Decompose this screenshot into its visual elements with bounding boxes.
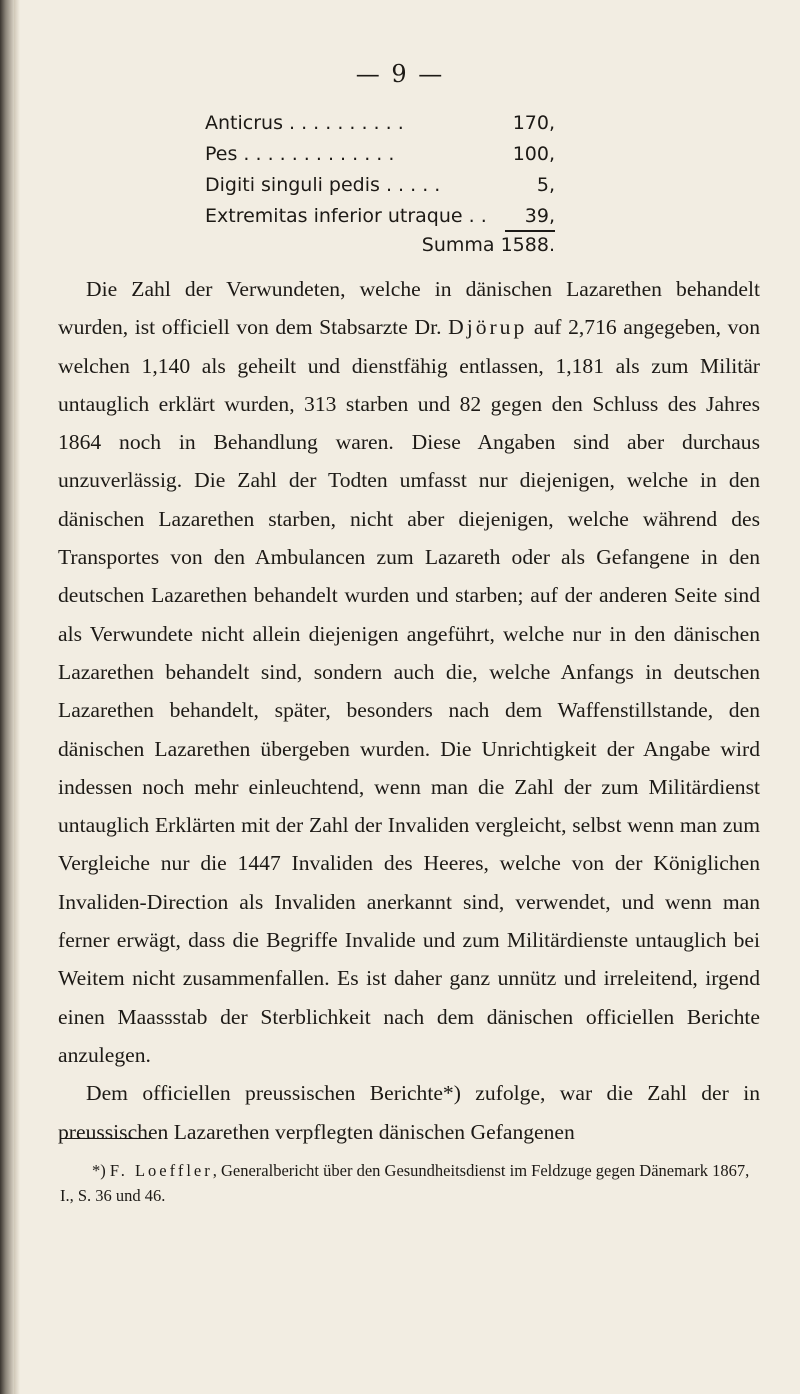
row-label: Extremitas inferior utraque . . xyxy=(205,205,487,227)
row-value: 39, xyxy=(505,201,555,232)
table-sum-row xyxy=(205,232,555,258)
paragraph-1 xyxy=(58,270,760,1074)
row-label: Pes . . . . . . . . . . . . . xyxy=(205,143,395,165)
page-gutter-shadow xyxy=(14,0,20,1394)
footnote-divider xyxy=(60,1138,150,1139)
paragraph-1-part-2: auf 2,716 angegeben, von welchen 1,140 als geheilt und dienstfähig entlassen, 1,181 als zum Militär untauglich erklärt wurden, 313 starben und 82 gegen den Schluss des Jahres 1864 noch in Behandlung waren. Diese Angaben sind aber durchaus unzuverlässig. Die Zahl der Todten umfasst nur diejenigen, welche in den dänischen Lazarethen starben, nicht aber diejenigen, welche während des Transportes von den Ambulancen zum Lazareth oder als Gefangene in den deutschen Lazarethen behandelt wurden und starben; auf der anderen Seite sind als Verwundete nicht allein diejenigen angeführt, welche nur in den dänischen Lazarethen behandelt sind, sondern auch die, welche Anfangs in deutschen Lazarethen behandelt, später, besonders nach dem Waffenstillstande, den dänischen Lazarethen übergeben wurden. Die Unrichtigkeit der Angabe wird indessen noch mehr einleuchtend, wenn man die Zahl der zum Militärdienst untauglich Erklärten mit der Zahl der Invaliden vergleicht, selbst wenn man zum Vergleiche nur die 1447 Invaliden des Heeres, welche von der Königlichen Invaliden-Direction als Invaliden anerkannt sind, verwendet, und wenn man ferner erwägt, dass die Begriffe Invalide und zum Militärdienste untauglich bei Weitem nicht zusammenfallen. Es ist daher ganz unnütz und irreleitend, irgend einen Maassstab der Sterblichkeit nach dem dänischen officiellen Berichte anzulegen. xyxy=(58,315,760,1067)
footnote-author: F. Loeffler xyxy=(109,1161,213,1180)
page-number: — 9 — xyxy=(355,60,445,88)
book-binding-edge xyxy=(0,0,14,1394)
footnote-marker: *) xyxy=(92,1161,110,1180)
sum-value: Summa 1588. xyxy=(421,234,555,256)
author-name-djorup: Djörup xyxy=(448,315,528,340)
row-label: Digiti singuli pedis . . . . . xyxy=(205,174,441,196)
footnote-body: , Generalbericht über den Gesundheitsdienst im Feldzuge gegen Dänemark 1867, I., S. 36 und 46. xyxy=(60,1161,750,1205)
table-row xyxy=(205,108,555,139)
row-value: 100, xyxy=(512,143,555,165)
body-text xyxy=(58,270,760,1151)
footnote xyxy=(60,1158,760,1208)
table-row xyxy=(205,139,555,170)
row-label: Anticrus . . . . . . . . . . xyxy=(205,112,404,134)
footnote-text xyxy=(60,1158,760,1208)
table-row xyxy=(205,170,555,201)
paragraph-2: Dem officiellen preussischen Berichte*) zufolge, war die Zahl der in preussischen Lazarethen verpflegten dänischen Gefangenen xyxy=(58,1081,760,1144)
row-value: 170, xyxy=(512,112,555,134)
paragraph-1-part-1: Die Zahl der Verwundeten, welche in dänischen Lazarethen behandelt wurden, ist officiell von dem Stabsarzte Dr. xyxy=(58,277,760,340)
table-row xyxy=(205,201,555,232)
row-value: 5, xyxy=(536,174,555,196)
stats-table xyxy=(205,108,555,258)
